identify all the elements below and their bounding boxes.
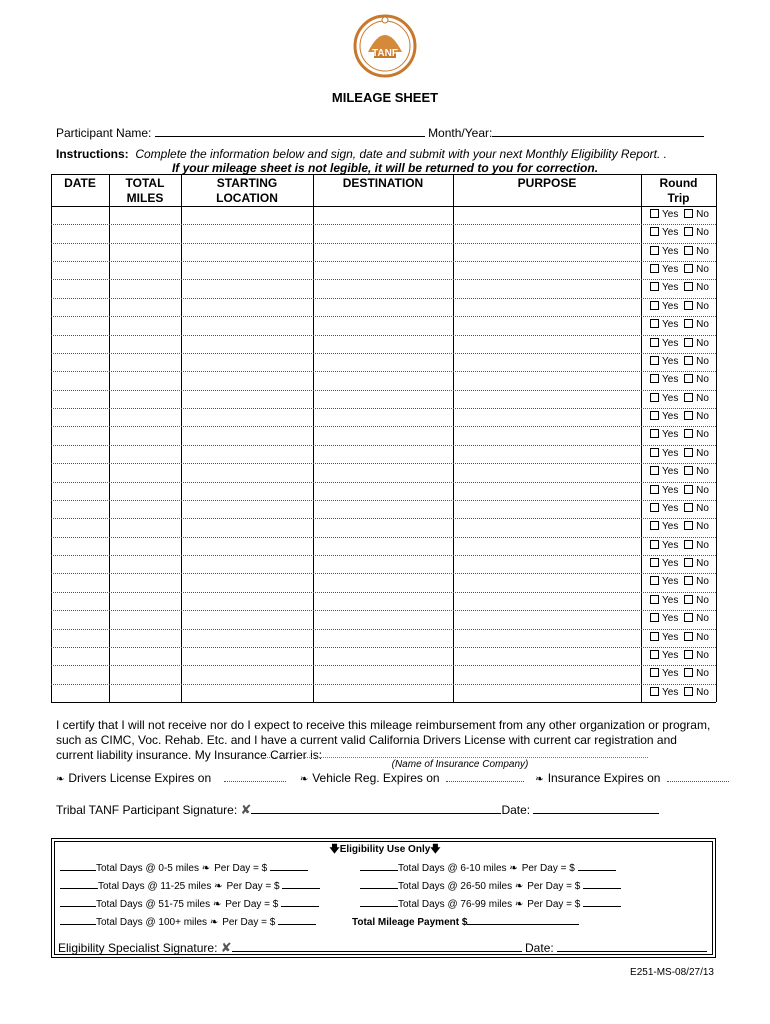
- yes-label: Yes: [662, 632, 679, 643]
- table-column-border: [51, 174, 52, 702]
- header-round-line2: Trip: [667, 191, 690, 205]
- table-row-border: [51, 610, 716, 611]
- participant-signature-label: Tribal TANF Participant Signature:: [56, 803, 238, 817]
- no-label: No: [696, 668, 709, 679]
- table-column-border: [453, 174, 454, 702]
- calc-right-0: [360, 860, 616, 874]
- yes-checkbox[interactable]: [650, 632, 659, 641]
- bullet-icon: ❧: [212, 899, 222, 910]
- calc-left-0: [60, 860, 308, 874]
- round-trip-choice: [650, 356, 709, 368]
- header-starting-location: [181, 176, 313, 206]
- header-round-line1: Round: [659, 176, 698, 190]
- no-checkbox[interactable]: [684, 650, 693, 659]
- round-trip-choice: [650, 668, 709, 680]
- header-destination: DESTINATION: [342, 176, 424, 190]
- yes-label: Yes: [662, 411, 679, 422]
- yes-checkbox[interactable]: [650, 650, 659, 659]
- yes-checkbox[interactable]: [650, 668, 659, 677]
- month-year-field[interactable]: [492, 124, 704, 137]
- insurance-expires-field[interactable]: [667, 770, 729, 782]
- no-label: No: [696, 338, 709, 349]
- round-trip-choice: [650, 246, 709, 258]
- days-field[interactable]: [60, 914, 96, 925]
- no-checkbox[interactable]: [684, 521, 693, 530]
- yes-label: Yes: [662, 466, 679, 477]
- yes-label: Yes: [662, 687, 679, 698]
- header-date: DATE: [64, 176, 96, 190]
- amount-field[interactable]: [583, 878, 621, 889]
- yes-label: Yes: [662, 503, 679, 514]
- calc-per-day-label: Per Day = $: [225, 899, 279, 910]
- calc-days-label: Total Days @ 11-25 miles: [98, 881, 212, 892]
- calc-left-1: [60, 878, 320, 892]
- round-trip-choice: [650, 595, 709, 607]
- yes-label: Yes: [662, 393, 679, 404]
- amount-field[interactable]: [282, 878, 320, 889]
- vehicle-reg-field[interactable]: [446, 770, 524, 782]
- no-label: No: [696, 301, 709, 312]
- no-label: No: [696, 595, 709, 606]
- calc-days-label: Total Days @ 26-50 miles: [398, 881, 513, 892]
- table-row-border: [51, 665, 716, 666]
- no-checkbox[interactable]: [684, 540, 693, 549]
- table-row-border: [51, 684, 716, 685]
- table-column-border: [641, 174, 642, 702]
- table-column-border: [313, 174, 314, 702]
- no-checkbox[interactable]: [684, 227, 693, 236]
- table-row-border: [51, 518, 716, 519]
- yes-checkbox[interactable]: [650, 613, 659, 622]
- no-label: No: [696, 429, 709, 440]
- amount-field[interactable]: [578, 860, 616, 871]
- yes-label: Yes: [662, 613, 679, 624]
- yes-label: Yes: [662, 650, 679, 661]
- calc-per-day-label: Per Day = $: [527, 881, 581, 892]
- round-trip-choice: [650, 632, 709, 644]
- round-trip-choice: [650, 687, 709, 699]
- no-label: No: [696, 319, 709, 330]
- yes-checkbox[interactable]: [650, 374, 659, 383]
- amount-field[interactable]: [281, 896, 319, 907]
- no-checkbox[interactable]: [684, 503, 693, 512]
- logo-text: TANF: [372, 48, 398, 59]
- no-label: No: [696, 264, 709, 275]
- table-row-border: [51, 224, 716, 225]
- round-trip-choice: [650, 540, 709, 552]
- round-trip-choice: [650, 411, 709, 423]
- no-label: No: [696, 521, 709, 532]
- no-checkbox[interactable]: [684, 595, 693, 604]
- days-field[interactable]: [60, 860, 96, 871]
- insurance-caption: (Name of Insurance Company): [391, 759, 529, 770]
- yes-label: Yes: [662, 209, 679, 220]
- round-trip-choice: [650, 227, 709, 239]
- yes-label: Yes: [662, 558, 679, 569]
- arrow-down-icon: 🡇: [329, 844, 340, 855]
- no-label: No: [696, 374, 709, 385]
- yes-checkbox[interactable]: [650, 448, 659, 457]
- yes-checkbox[interactable]: [650, 338, 659, 347]
- round-trip-choice: [650, 209, 709, 221]
- no-checkbox[interactable]: [684, 448, 693, 457]
- round-trip-choice: [650, 650, 709, 662]
- calc-days-label: Total Days @ 100+ miles: [96, 917, 208, 928]
- arrow-down-icon: 🡇: [430, 844, 441, 855]
- no-checkbox[interactable]: [684, 264, 693, 273]
- yes-label: Yes: [662, 429, 679, 440]
- header-starting-line1: STARTING: [216, 176, 278, 190]
- calc-right-1: [360, 878, 621, 892]
- bullet-icon: ❧: [509, 863, 518, 874]
- yes-checkbox[interactable]: [650, 264, 659, 273]
- header-total-line2: MILES: [126, 191, 164, 205]
- expiration-row: [56, 770, 729, 785]
- yes-checkbox[interactable]: [650, 227, 659, 236]
- round-trip-choice: [650, 466, 709, 478]
- header-total-line1: TOTAL: [125, 176, 165, 190]
- no-label: No: [696, 356, 709, 367]
- pen-icon: ✘: [220, 940, 232, 955]
- yes-label: Yes: [662, 301, 679, 312]
- yes-label: Yes: [662, 374, 679, 385]
- yes-label: Yes: [662, 356, 679, 367]
- instructions-text: Complete the information below and sign, date and submit with your next Monthly Eligibility Report. .: [135, 147, 667, 161]
- round-trip-choice: [650, 576, 709, 588]
- no-label: No: [696, 227, 709, 238]
- yes-checkbox[interactable]: [650, 687, 659, 696]
- calc-per-day-label: Per Day = $: [226, 881, 280, 892]
- no-checkbox[interactable]: [684, 613, 693, 622]
- participant-date-field[interactable]: [533, 801, 659, 814]
- table-row-border: [51, 555, 716, 556]
- table-row-border: [51, 261, 716, 262]
- table-row-border: [51, 445, 716, 446]
- table-row-border: [51, 316, 716, 317]
- no-label: No: [696, 576, 709, 587]
- calc-left-2: [60, 896, 319, 910]
- certification-text: I certify that I will not receive nor do I expect to receive this mileage reimbursement from any other organization or program, such as CIMC, Voc. Rehab. Etc. and I have a current valid California Drivers License with current car registration and current liability insurance. My Insurance Carrier is:: [56, 718, 711, 762]
- no-checkbox[interactable]: [684, 466, 693, 475]
- no-checkbox[interactable]: [684, 411, 693, 420]
- yes-label: Yes: [662, 338, 679, 349]
- no-checkbox[interactable]: [684, 282, 693, 291]
- no-checkbox[interactable]: [684, 632, 693, 641]
- calc-right-2: [360, 896, 621, 910]
- bullet-icon: ❧: [214, 881, 223, 892]
- no-checkbox[interactable]: [684, 429, 693, 438]
- yes-checkbox[interactable]: [650, 411, 659, 420]
- table-row-border: [51, 390, 716, 391]
- round-trip-choice: [650, 485, 709, 497]
- calc-per-day-label: Per Day = $: [214, 863, 268, 874]
- total-mileage-payment: [352, 914, 579, 928]
- table-row-border: [51, 592, 716, 593]
- table-row-border: [51, 206, 716, 207]
- no-label: No: [696, 411, 709, 422]
- drivers-license-label: Drivers License Expires on: [68, 771, 212, 785]
- yes-label: Yes: [662, 576, 679, 587]
- no-checkbox[interactable]: [684, 393, 693, 402]
- no-checkbox[interactable]: [684, 374, 693, 383]
- round-trip-choice: [650, 613, 709, 625]
- yes-checkbox[interactable]: [650, 319, 659, 328]
- no-label: No: [696, 209, 709, 220]
- no-checkbox[interactable]: [684, 301, 693, 310]
- no-label: No: [696, 448, 709, 459]
- calc-left-3: [60, 914, 316, 928]
- round-trip-choice: [650, 338, 709, 350]
- header-starting-line2: LOCATION: [216, 191, 278, 205]
- instructions: [56, 147, 667, 161]
- table-column-border: [109, 174, 110, 702]
- bullet-icon: ❧: [514, 899, 524, 910]
- no-label: No: [696, 687, 709, 698]
- yes-label: Yes: [662, 540, 679, 551]
- specialist-date-label: Date:: [525, 941, 554, 955]
- no-checkbox[interactable]: [684, 558, 693, 567]
- round-trip-choice: [650, 448, 709, 460]
- table-row-border: [51, 243, 716, 244]
- amount-field[interactable]: [278, 914, 316, 925]
- no-checkbox[interactable]: [684, 668, 693, 677]
- table-top-border: [51, 174, 716, 175]
- yes-checkbox[interactable]: [650, 393, 659, 402]
- no-label: No: [696, 503, 709, 514]
- bullet-icon: ❧: [535, 774, 544, 785]
- no-label: No: [696, 540, 709, 551]
- no-label: No: [696, 246, 709, 257]
- round-trip-choice: [650, 319, 709, 331]
- yes-label: Yes: [662, 448, 679, 459]
- form-code: E251-MS-08/27/13: [630, 967, 714, 978]
- no-checkbox[interactable]: [684, 319, 693, 328]
- yes-checkbox[interactable]: [650, 595, 659, 604]
- vehicle-reg-label: Vehicle Reg. Expires on: [312, 771, 440, 785]
- bullet-icon: ❧: [201, 863, 211, 874]
- table-row-border: [51, 426, 716, 427]
- bullet-icon: ❧: [209, 917, 219, 928]
- specialist-signature-label: Eligibility Specialist Signature:: [58, 941, 218, 955]
- pen-icon: ✘: [240, 802, 252, 817]
- round-trip-choice: [650, 282, 709, 294]
- round-trip-choice: [650, 301, 709, 313]
- days-field[interactable]: [360, 878, 398, 889]
- days-field[interactable]: [60, 896, 96, 907]
- yes-checkbox[interactable]: [650, 485, 659, 494]
- yes-label: Yes: [662, 668, 679, 679]
- calc-days-label: Total Days @ 51-75 miles: [96, 899, 211, 910]
- days-field[interactable]: [360, 896, 398, 907]
- participant-signature-field[interactable]: [251, 801, 501, 814]
- drivers-license-field[interactable]: [224, 770, 286, 782]
- yes-label: Yes: [662, 282, 679, 293]
- yes-checkbox[interactable]: [650, 429, 659, 438]
- table-row-border: [51, 353, 716, 354]
- no-label: No: [696, 650, 709, 661]
- calc-days-label: Total Days @ 76-99 miles: [398, 899, 513, 910]
- insurance-carrier-field[interactable]: [256, 757, 648, 758]
- calc-per-day-label: Per Day = $: [527, 899, 581, 910]
- table-column-border: [716, 174, 717, 702]
- header-total-miles: [109, 176, 181, 206]
- no-label: No: [696, 393, 709, 404]
- yes-label: Yes: [662, 246, 679, 257]
- header-round-trip: [641, 176, 716, 206]
- specialist-date-field[interactable]: [557, 939, 707, 952]
- yes-label: Yes: [662, 227, 679, 238]
- table-row-border: [51, 702, 716, 703]
- no-checkbox[interactable]: [684, 246, 693, 255]
- table-row-border: [51, 298, 716, 299]
- total-payment-field[interactable]: [467, 914, 579, 925]
- table-row-border: [51, 537, 716, 538]
- amount-field[interactable]: [270, 860, 308, 871]
- instructions-label: Instructions:: [56, 147, 129, 161]
- total-payment-label: Total Mileage Payment $: [352, 917, 468, 928]
- no-label: No: [696, 632, 709, 643]
- round-trip-choice: [650, 264, 709, 276]
- table-row-border: [51, 371, 716, 372]
- yes-label: Yes: [662, 485, 679, 496]
- bullet-icon: ❧: [514, 881, 524, 892]
- yes-checkbox[interactable]: [650, 558, 659, 567]
- yes-checkbox[interactable]: [650, 540, 659, 549]
- table-row-border: [51, 279, 716, 280]
- no-label: No: [696, 613, 709, 624]
- table-row-border: [51, 482, 716, 483]
- insurance-expires-label: Insurance Expires on: [547, 771, 661, 785]
- yes-checkbox[interactable]: [650, 246, 659, 255]
- specialist-signature-row: [58, 939, 707, 956]
- no-label: No: [696, 485, 709, 496]
- round-trip-choice: [650, 558, 709, 570]
- yes-checkbox[interactable]: [650, 521, 659, 530]
- yes-label: Yes: [662, 319, 679, 330]
- amount-field[interactable]: [583, 896, 621, 907]
- table-row-border: [51, 463, 716, 464]
- bullet-icon: ❧: [56, 774, 65, 785]
- calc-per-day-label: Per Day = $: [222, 917, 276, 928]
- no-label: No: [696, 558, 709, 569]
- yes-checkbox[interactable]: [650, 503, 659, 512]
- eligibility-title-text: Eligibility Use Only: [339, 844, 431, 855]
- legibility-warning: If your mileage sheet is not legible, it will be returned to you for correction.: [171, 161, 599, 175]
- eligibility-title: [0, 842, 770, 859]
- participant-signature-row: [56, 801, 659, 818]
- bullet-icon: ❧: [299, 774, 309, 785]
- yes-checkbox[interactable]: [650, 209, 659, 218]
- round-trip-choice: [650, 393, 709, 405]
- specialist-signature-field[interactable]: [232, 939, 522, 952]
- round-trip-choice: [650, 503, 709, 515]
- days-field[interactable]: [360, 860, 398, 871]
- yes-label: Yes: [662, 595, 679, 606]
- yes-label: Yes: [662, 521, 679, 532]
- yes-checkbox[interactable]: [650, 282, 659, 291]
- no-checkbox[interactable]: [684, 356, 693, 365]
- date-label: Date:: [501, 803, 531, 817]
- participant-name-field[interactable]: [155, 124, 425, 137]
- round-trip-choice: [650, 374, 709, 386]
- yes-checkbox[interactable]: [650, 301, 659, 310]
- participant-line: [56, 124, 704, 140]
- table-row-border: [51, 647, 716, 648]
- calc-days-label: Total Days @ 0-5 miles: [96, 863, 199, 874]
- yes-label: Yes: [662, 264, 679, 275]
- no-checkbox[interactable]: [684, 485, 693, 494]
- table-row-border: [51, 629, 716, 630]
- no-checkbox[interactable]: [684, 209, 693, 218]
- no-label: No: [696, 282, 709, 293]
- no-label: No: [696, 466, 709, 477]
- page-title: MILEAGE SHEET: [331, 90, 439, 105]
- round-trip-choice: [650, 429, 709, 441]
- yes-checkbox[interactable]: [650, 356, 659, 365]
- header-purpose: PURPOSE: [517, 176, 577, 190]
- table-column-border: [181, 174, 182, 702]
- table-row-border: [51, 408, 716, 409]
- yes-checkbox[interactable]: [650, 466, 659, 475]
- calc-per-day-label: Per Day = $: [521, 863, 575, 874]
- table-row-border: [51, 573, 716, 574]
- days-field[interactable]: [60, 878, 98, 889]
- month-year-label: Month/Year:: [428, 126, 493, 140]
- no-checkbox[interactable]: [684, 687, 693, 696]
- no-checkbox[interactable]: [684, 338, 693, 347]
- table-row-border: [51, 335, 716, 336]
- table-row-border: [51, 500, 716, 501]
- no-checkbox[interactable]: [684, 576, 693, 585]
- tanf-logo-icon: [352, 12, 418, 78]
- yes-checkbox[interactable]: [650, 576, 659, 585]
- round-trip-choice: [650, 521, 709, 533]
- calc-days-label: Total Days @ 6-10 miles: [398, 863, 507, 874]
- participant-name-label: Participant Name:: [56, 126, 152, 140]
